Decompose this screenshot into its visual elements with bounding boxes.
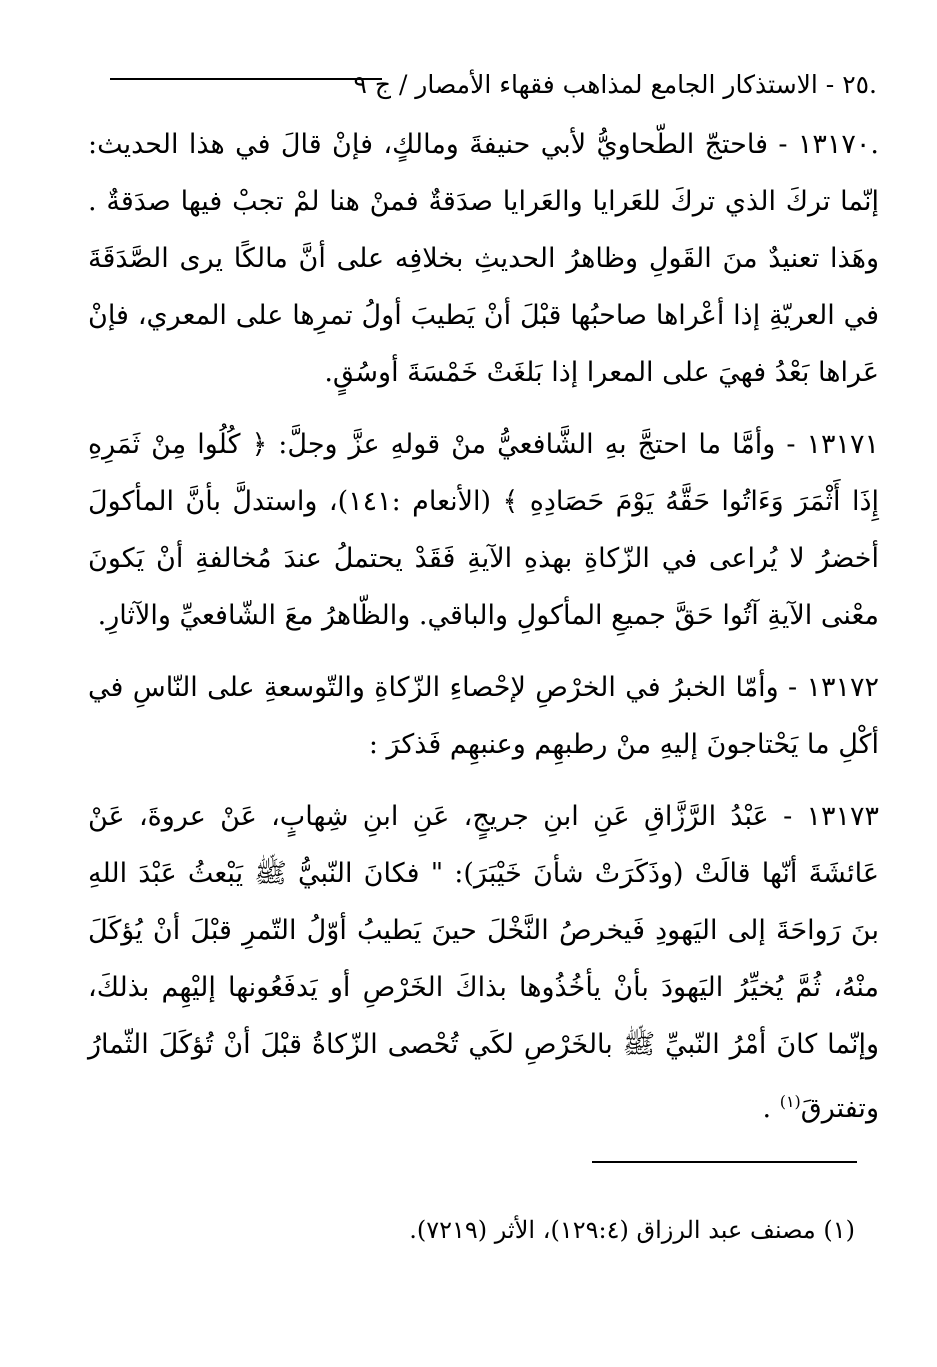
paragraph-13170: .١٣١٧٠ - فاحتجّ الطّحاويُّ لأبي حنيفةَ ومالكٍ، فإنْ قالَ في هذا الحديث: إنّما تركَ الذي تركَ للعَرايا والعَرايا صدَقةٌ فمنْ هنا لمْ تجبْ فيها صدَقةٌ . وهَذا تعنيدٌ منَ القَولِ وظاهرُ الحديثِ بخلافِه على أنَّ مالكًا يرى الصَّدَقَةَ في العريّةِ إذا أعْراها صاحبُها قبْلَ أنْ يَطيبَ أولُ تمرِها على المعري، فإنْ عَراها بَعْدُ فهيَ على المعرا إذا بَلغَتْ خَمْسَةَ أوسُقٍ. [88, 129, 879, 388]
footnote-rule [592, 1161, 857, 1163]
paragraph-13173-text: ١٣١٧٣ - عَبْدُ الرَّزَّاقِ عَنِ ابنِ جريجٍ، عَنِ ابنِ شِهابٍ، عَنْ عروةَ، عَنْ عَائشَةَ أنّها قالَتْ (وذَكَرَتْ شأنَ خَيْبَرَ): " فكانَ النّبيُّ ﷺ يَبْعثُ عَبْدَ اللهِ بنَ رَواحَةَ إلى اليَهودِ فَيخرصُ النَّخْلَ حينَ يَطيبُ أوّلُ التّمرِ قبْلَ أنْ يُؤكَلَ منْهُ، ثُمَّ يُخيِّرُ اليَهودَ بأنْ يأخُذُوها بذاكَ الخَرْصِ أو يَدفَعُونها إليْهِم بذلكَ، وإنّما كانَ أمْرُ النّبيِّ ﷺ بالخَرْصِ لكَي تُحْصى الزّكاةُ قبْلَ أنْ تُؤكَلَ الثّمارُ وتفترقَ [88, 801, 879, 1124]
running-head: .٢٥ - الاستذكار الجامع لمذاهب فقهاء الأمصار / ج ٩ [353, 70, 877, 99]
paragraph-13173-tail: . [762, 1093, 780, 1124]
footnote: (١) مصنف عبد الرزاق (١٢٩:٤)، الأثر (٧٢١٩). [409, 1216, 855, 1244]
paragraph-13172: ١٣١٧٢ - وأمّا الخبرُ في الخرْصِ لإحْصاءِ الزّكاةِ والتّوسعةِ على النّاسِ في أكْلِ ما يَحْتاجونَ إليهِ منْ رطبهِم وعنبهِم فَذكرَ : [88, 672, 879, 760]
paragraph-13173 [88, 788, 879, 1137]
paragraph-13171: ١٣١٧١ - وأمَّا ما احتجَّ بهِ الشَّافعيُّ منْ قولهِ عزَّ وجلَّ: ﴿ كُلُوا مِنْ ثَمَرِهِ إِذَا أَثْمَرَ وَءَاتُوا حَقَّهُ يَوْمَ حَصَادِهِ ﴾ (الأنعام :١٤١)، واستدلَّ بأنَّ المأكولَ أخضرُ لا يُراعى في الزّكاةِ بهذهِ الآيةِ فَقَدْ يحتملُ عندَ مُخالفةِ أنْ يَكونَ معْنى الآيةِ آتُوا حَقَّ جميعِ المأكولِ والباقي. والظّاهرُ معَ الشّافعيِّ والآثارِ. [88, 429, 879, 631]
footnote-reference: (١) [779, 1092, 801, 1111]
header-rule [110, 78, 382, 80]
main-text [88, 116, 879, 1137]
page-header [110, 66, 877, 112]
